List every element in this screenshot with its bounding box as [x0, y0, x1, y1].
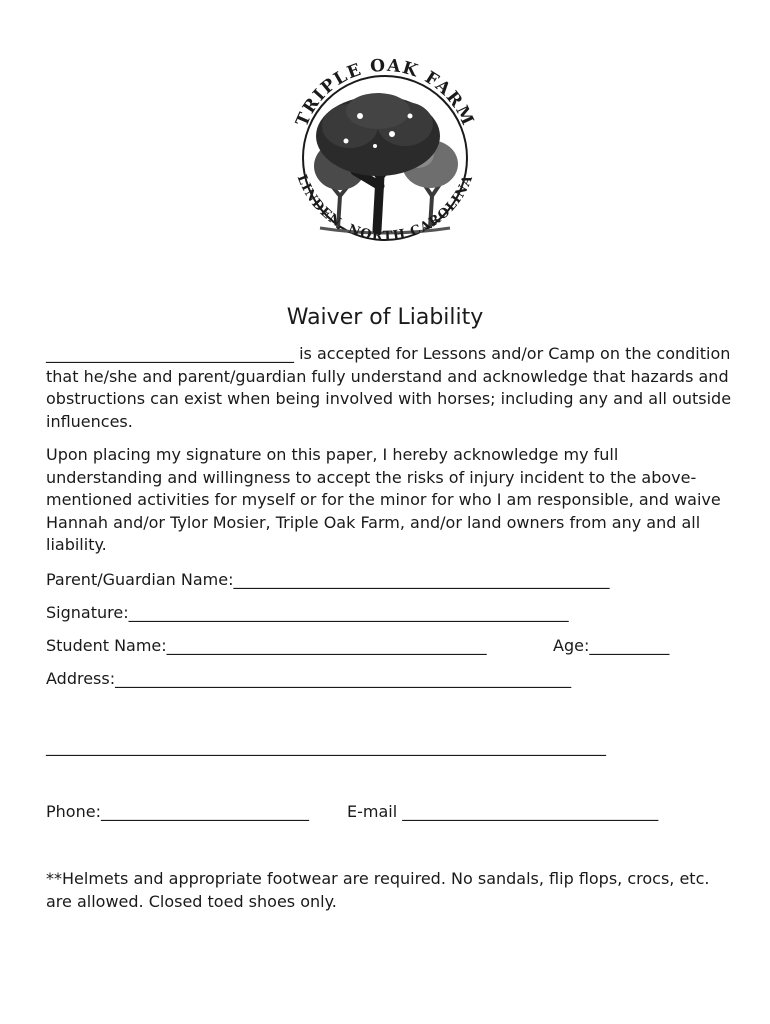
- email-field[interactable]: E-mail ________________________________: [347, 802, 659, 821]
- farm-logo: [280, 46, 490, 266]
- page-title: Waiver of Liability: [286, 305, 484, 330]
- release-paragraph: Upon placing my signature on this paper, I hereby acknowledge my full understanding and willingness to accept the risks of injury incident to the above-mentioned activities for myself or for the minor for who I am responsible, and waive Hannah and/or Tylor Mosier, Triple Oak Farm, and/or land owners from any and all liability.: [46, 445, 721, 554]
- logo-bottom-text: LINDEN, NORTH CAROLINA: [293, 172, 477, 245]
- svg-text:LINDEN, NORTH CAROLINA: [294, 173, 477, 245]
- logo-top-text: TRIPLE OAK FARM: [292, 55, 478, 130]
- oak-trees-icon: [280, 46, 490, 266]
- address-field[interactable]: Address:_________________________________________________________: [46, 669, 572, 688]
- intro-paragraph: _______________________________ is accepted for Lessons and/or Camp on the condition that he/she and parent/guardian fully understand and acknowledge that hazards and obstructions can exist when being involved with horses; including any and all outside influences.: [46, 344, 732, 431]
- student-name-field[interactable]: Student Name:________________________________________: [46, 636, 487, 655]
- parent-guardian-name-field[interactable]: Parent/Guardian Name:_______________________________________________: [46, 570, 610, 589]
- address-line2-field[interactable]: ______________________________________________________________________: [46, 737, 606, 756]
- phone-field[interactable]: Phone:__________________________: [46, 802, 309, 821]
- signature-field[interactable]: Signature:_______________________________________________________: [46, 603, 569, 622]
- age-field[interactable]: Age:__________: [553, 636, 670, 655]
- footwear-note: **Helmets and appropriate footwear are required. No sandals, flip flops, crocs, etc. are allowed. Closed toed shoes only.: [46, 869, 710, 911]
